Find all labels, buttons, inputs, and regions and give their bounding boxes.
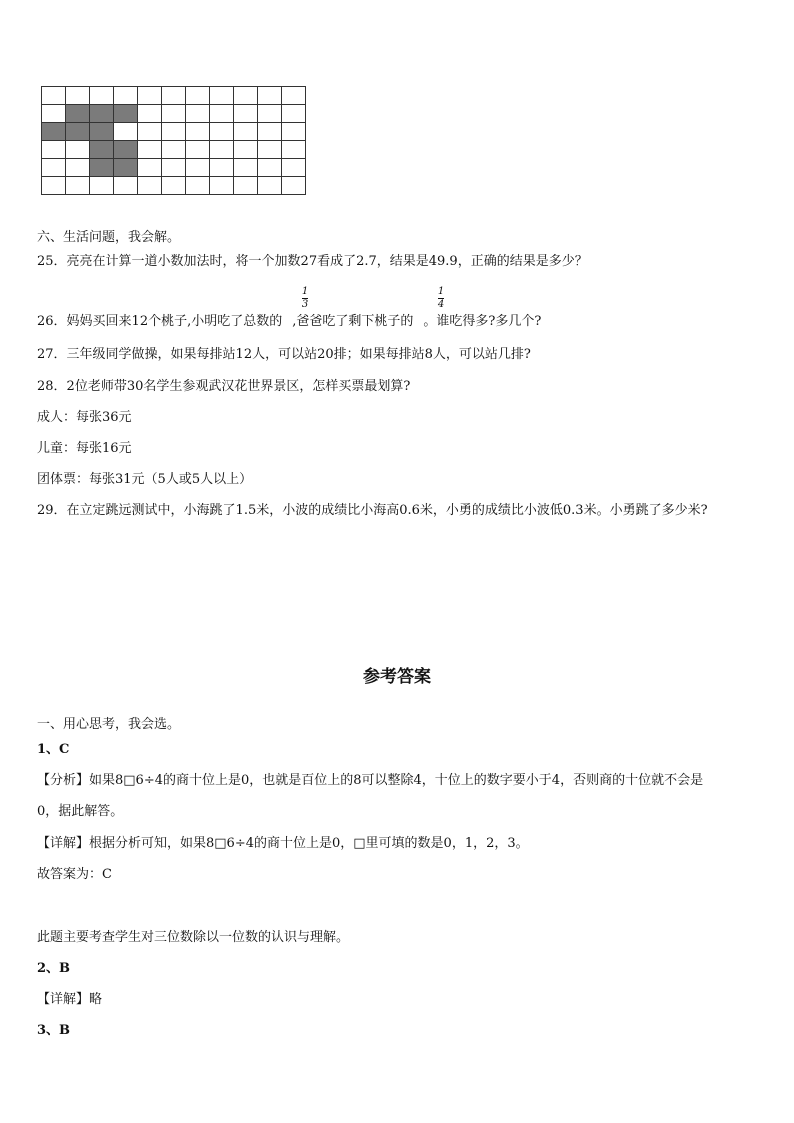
grid-cell	[258, 105, 282, 123]
grid-cell	[114, 87, 138, 105]
fraction-one-quarter	[436, 286, 446, 310]
fraction-one-third	[300, 286, 310, 310]
grid-cell-shaded	[66, 105, 90, 123]
grid-row	[42, 87, 306, 105]
answer-1-analysis-line2: 0，据此解答。	[37, 804, 124, 819]
grid-cell	[234, 123, 258, 141]
fraction-2-denominator: 4	[437, 299, 445, 310]
answer-1-detail: 【详解】根据分析可知，如果8□6÷4的商十位上是0，□里可填的数是0，1，2，3。	[37, 836, 529, 851]
grid-cell	[210, 141, 234, 159]
grid-cell	[138, 159, 162, 177]
price-group: 团体票：每张31元（5人或5人以上）	[37, 472, 253, 487]
grid-cell	[186, 105, 210, 123]
grid-cell	[234, 177, 258, 195]
fraction-2-numerator: 1	[437, 286, 445, 297]
grid-cell	[210, 177, 234, 195]
grid-cell	[234, 87, 258, 105]
section6-heading: 六、生活问题，我会解。	[37, 230, 181, 245]
grid-cell-shaded	[90, 123, 114, 141]
price-child: 儿童：每张16元	[37, 441, 132, 456]
grid-cell	[66, 177, 90, 195]
grid-cell	[258, 177, 282, 195]
grid-cell	[234, 159, 258, 177]
grid-cell	[138, 177, 162, 195]
grid-cell	[138, 141, 162, 159]
grid-row	[42, 177, 306, 195]
grid-cell	[42, 177, 66, 195]
grid-cell	[282, 141, 306, 159]
grid-cell	[42, 105, 66, 123]
grid-cell	[66, 87, 90, 105]
grid-cell	[282, 177, 306, 195]
grid-cell	[210, 123, 234, 141]
grid-cell	[66, 159, 90, 177]
answer-3-label: 3、B	[37, 1023, 71, 1038]
grid-cell	[258, 141, 282, 159]
answer-1-final: 故答案为：C	[37, 867, 112, 882]
grid-cell	[138, 105, 162, 123]
question-26-part2: ,爸爸吃了剩下桃子的	[292, 314, 414, 329]
grid-row	[42, 123, 306, 141]
grid-cell	[186, 123, 210, 141]
grid-cell	[258, 159, 282, 177]
price-adult: 成人：每张36元	[37, 410, 132, 425]
grid-cell	[210, 159, 234, 177]
grid-cell	[186, 87, 210, 105]
grid-cell	[162, 141, 186, 159]
shaded-grid-figure	[41, 86, 306, 195]
grid-cell	[282, 159, 306, 177]
question-28: 28．2位老师带30名学生参观武汉花世界景区，怎样买票最划算?	[37, 379, 411, 394]
grid-row	[42, 141, 306, 159]
fraction-1-denominator: 3	[301, 299, 309, 310]
grid-cell	[186, 159, 210, 177]
grid-row	[42, 105, 306, 123]
grid-cell	[162, 159, 186, 177]
grid-cell	[90, 87, 114, 105]
grid-cell-shaded	[90, 141, 114, 159]
grid-cell-shaded	[42, 123, 66, 141]
grid-cell	[282, 87, 306, 105]
answer-1-label: 1、C	[37, 742, 70, 757]
grid-cell	[210, 105, 234, 123]
grid-cell	[282, 105, 306, 123]
fraction-1-numerator: 1	[301, 286, 309, 297]
grid-cell	[162, 105, 186, 123]
grid-cell-shaded	[90, 159, 114, 177]
grid-cell-shaded	[90, 105, 114, 123]
answer-1-note: 此题主要考查学生对三位数除以一位数的认识与理解。	[37, 930, 350, 945]
grid-cell	[114, 177, 138, 195]
question-25: 25．亮亮在计算一道小数加法时，将一个加数27看成了2.7，结果是49.9，正确的结果是多少？	[37, 254, 588, 269]
grid-cell	[90, 177, 114, 195]
grid-cell	[186, 141, 210, 159]
grid-cell-shaded	[114, 159, 138, 177]
grid-cell	[234, 105, 258, 123]
grid-cell	[210, 87, 234, 105]
grid-cell	[42, 87, 66, 105]
question-27: 27．三年级同学做操，如果每排站12人，可以站20排；如果每排站8人，可以站几排?	[37, 347, 531, 362]
grid-cell-shaded	[114, 105, 138, 123]
answers-title: 参考答案	[363, 667, 431, 687]
grid-cell	[162, 177, 186, 195]
grid-cell	[258, 123, 282, 141]
grid-cell-shaded	[66, 123, 90, 141]
grid-cell	[258, 87, 282, 105]
grid-cell	[282, 123, 306, 141]
answer-2-label: 2、B	[37, 961, 71, 976]
grid-cell	[114, 123, 138, 141]
grid-cell	[234, 141, 258, 159]
grid-cell	[162, 123, 186, 141]
answers-section1: 一、用心思考，我会选。	[37, 717, 181, 732]
grid-cell	[138, 87, 162, 105]
grid-cell	[42, 159, 66, 177]
question-26-part3: 。谁吃得多?多几个?	[423, 314, 542, 329]
grid-cell-shaded	[114, 141, 138, 159]
question-26-part1: 26．妈妈买回来12个桃子,小明吃了总数的	[37, 314, 283, 329]
question-26	[37, 310, 541, 329]
grid-cell	[66, 141, 90, 159]
question-29: 29．在立定跳远测试中，小海跳了1.5米，小波的成绩比小海高0.6米，小勇的成绩比小波低0.3米。小勇跳了多少米?	[37, 503, 708, 518]
grid-cell	[162, 87, 186, 105]
grid-cell	[42, 141, 66, 159]
grid-cell	[138, 123, 162, 141]
answer-2-detail: 【详解】略	[37, 992, 103, 1007]
answer-1-analysis-line1: 【分析】如果8□6÷4的商十位上是0，也就是百位上的8可以整除4，十位上的数字要小于4，否则商的十位就不会是	[37, 773, 704, 788]
grid-cell	[186, 177, 210, 195]
grid-row	[42, 159, 306, 177]
